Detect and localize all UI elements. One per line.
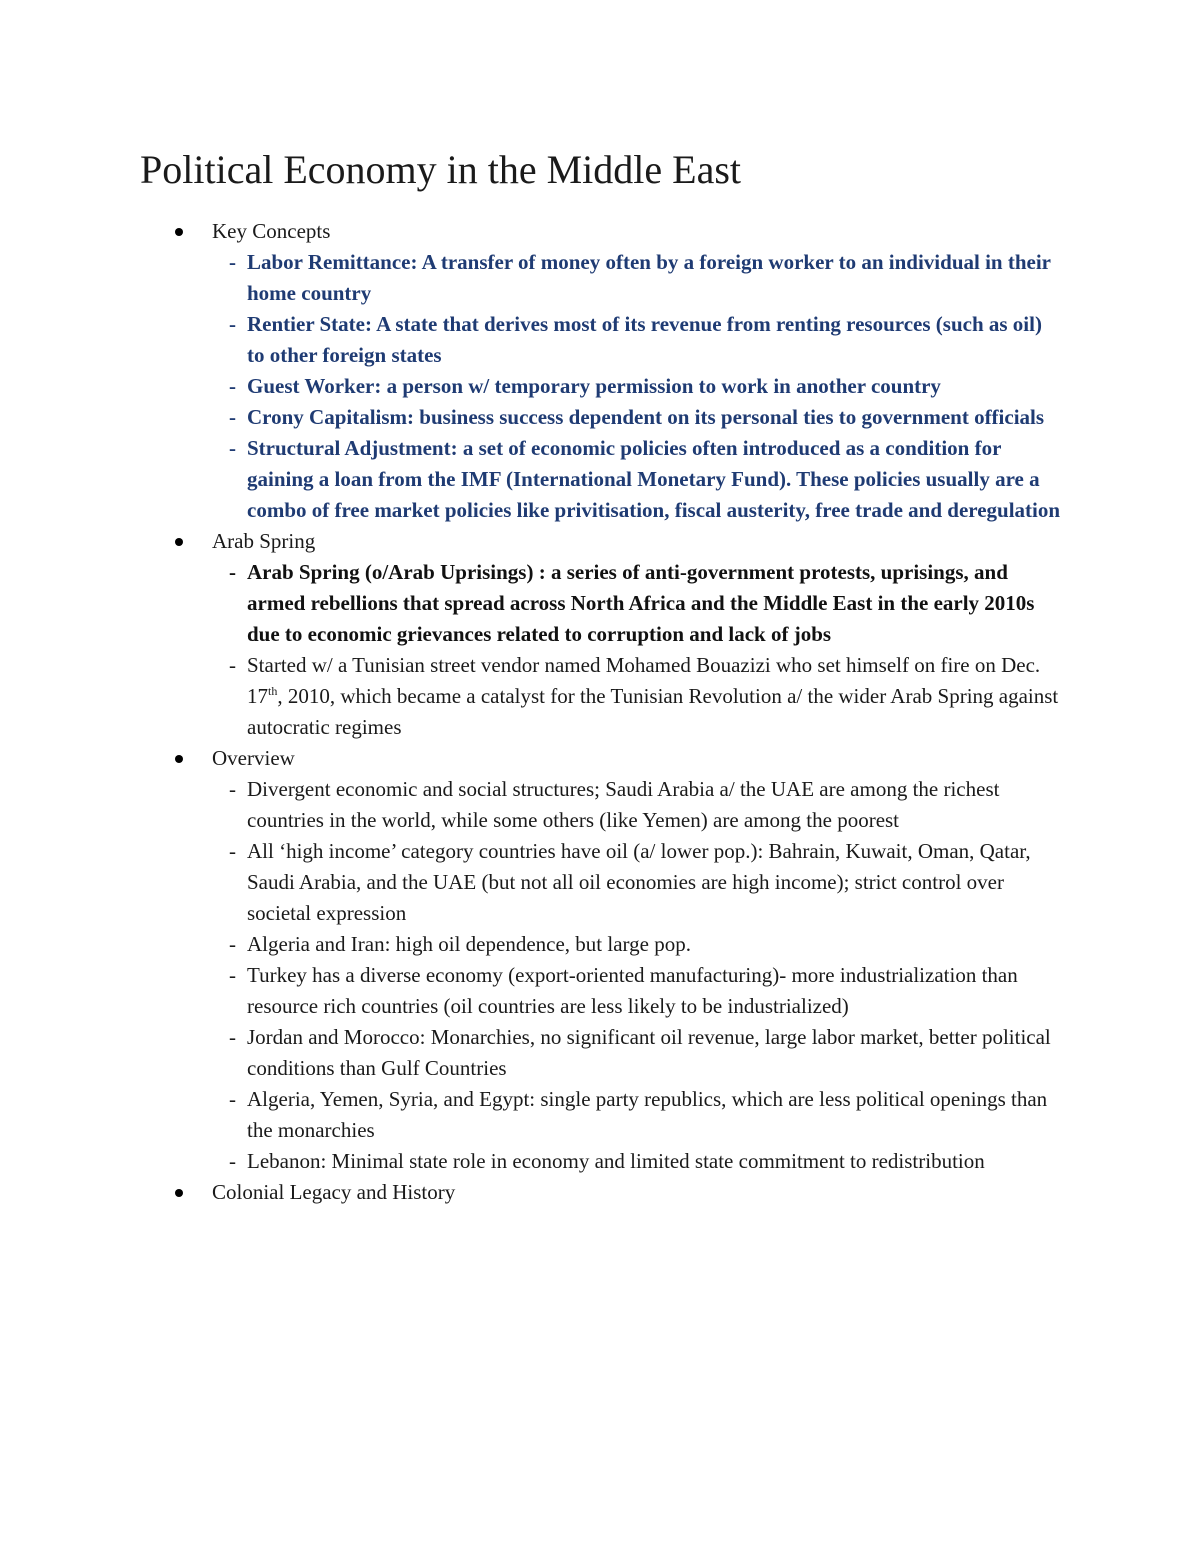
list-item: - Algeria, Yemen, Syria, and Egypt: single party republics, which are less political openings than the monarchies xyxy=(247,1084,1063,1146)
dash-marker: - xyxy=(229,312,236,336)
section-heading: Arab Spring xyxy=(0,526,1200,557)
section-heading: Colonial Legacy and History xyxy=(0,1177,1200,1208)
section-key-concepts xyxy=(0,216,1200,526)
list-item: - Guest Worker: a person w/ temporary permission to work in another country xyxy=(247,371,1063,402)
dash-marker: - xyxy=(229,560,236,584)
section-overview xyxy=(0,743,1200,1177)
dash-marker: - xyxy=(229,839,236,863)
dash-marker: - xyxy=(229,777,236,801)
list-item: - All ‘high income’ category countries have oil (a/ lower pop.): Bahrain, Kuwait, Oman, Qatar, Saudi Arabia, and the UAE (but not all oil economies are high income); strict control over societal expression xyxy=(247,836,1063,929)
list-item: - Structural Adjustment: a set of economic policies often introduced as a condition for gaining a loan from the IMF (International Monetary Fund). These policies usually are a combo of free market policies like privitisation, fiscal austerity, free trade and deregulation xyxy=(247,433,1063,526)
dash-marker: - xyxy=(229,1149,236,1173)
list-item: - Divergent economic and social structures; Saudi Arabia a/ the UAE are among the richest countries in the world, while some others (like Yemen) are among the poorest xyxy=(247,774,1063,836)
list-item: - Jordan and Morocco: Monarchies, no significant oil revenue, large labor market, better political conditions than Gulf Countries xyxy=(247,1022,1063,1084)
dash-marker: - xyxy=(229,405,236,429)
section-colonial-legacy xyxy=(0,1177,1200,1208)
sub-list xyxy=(0,774,1200,1177)
sub-list xyxy=(0,557,1200,743)
dash-marker: - xyxy=(229,1087,236,1111)
sub-list xyxy=(0,247,1200,526)
dash-marker: - xyxy=(229,374,236,398)
document-title: Political Economy in the Middle East xyxy=(140,147,742,192)
dash-marker: - xyxy=(229,250,236,274)
list-item: - Lebanon: Minimal state role in economy and limited state commitment to redistribution xyxy=(247,1146,1063,1177)
list-item: - Labor Remittance: A transfer of money often by a foreign worker to an individual in their home country xyxy=(247,247,1063,309)
list-item: - Turkey has a diverse economy (export-oriented manufacturing)- more industrialization than resource rich countries (oil countries are less likely to be industrialized) xyxy=(247,960,1063,1022)
dash-marker: - xyxy=(229,653,236,677)
section-heading: Key Concepts xyxy=(0,216,1200,247)
superscript: th xyxy=(268,684,278,698)
section-arab-spring xyxy=(0,526,1200,743)
list-item: - Rentier State: A state that derives most of its revenue from renting resources (such as oil) to other foreign states xyxy=(247,309,1063,371)
dash-marker: - xyxy=(229,436,236,460)
outline-list xyxy=(0,216,1200,1208)
list-item: - Arab Spring (o/Arab Uprisings) : a series of anti-government protests, uprisings, and armed rebellions that spread across North Africa and the Middle East in the early 2010s due to economic grievances related to corruption and lack of jobs xyxy=(247,557,1063,650)
dash-marker: - xyxy=(229,963,236,987)
section-heading: Overview xyxy=(0,743,1200,774)
dash-marker: - xyxy=(229,1025,236,1049)
dash-marker: - xyxy=(229,932,236,956)
list-item: - Crony Capitalism: business success dependent on its personal ties to government officials xyxy=(247,402,1063,433)
list-item: - Algeria and Iran: high oil dependence, but large pop. xyxy=(247,929,1063,960)
list-item: - Started w/ a Tunisian street vendor named Mohamed Bouazizi who set himself on fire on Dec. 17th, 2010, which became a catalyst for the Tunisian Revolution a/ the wider Arab Spring against autocratic regimes xyxy=(247,650,1063,743)
